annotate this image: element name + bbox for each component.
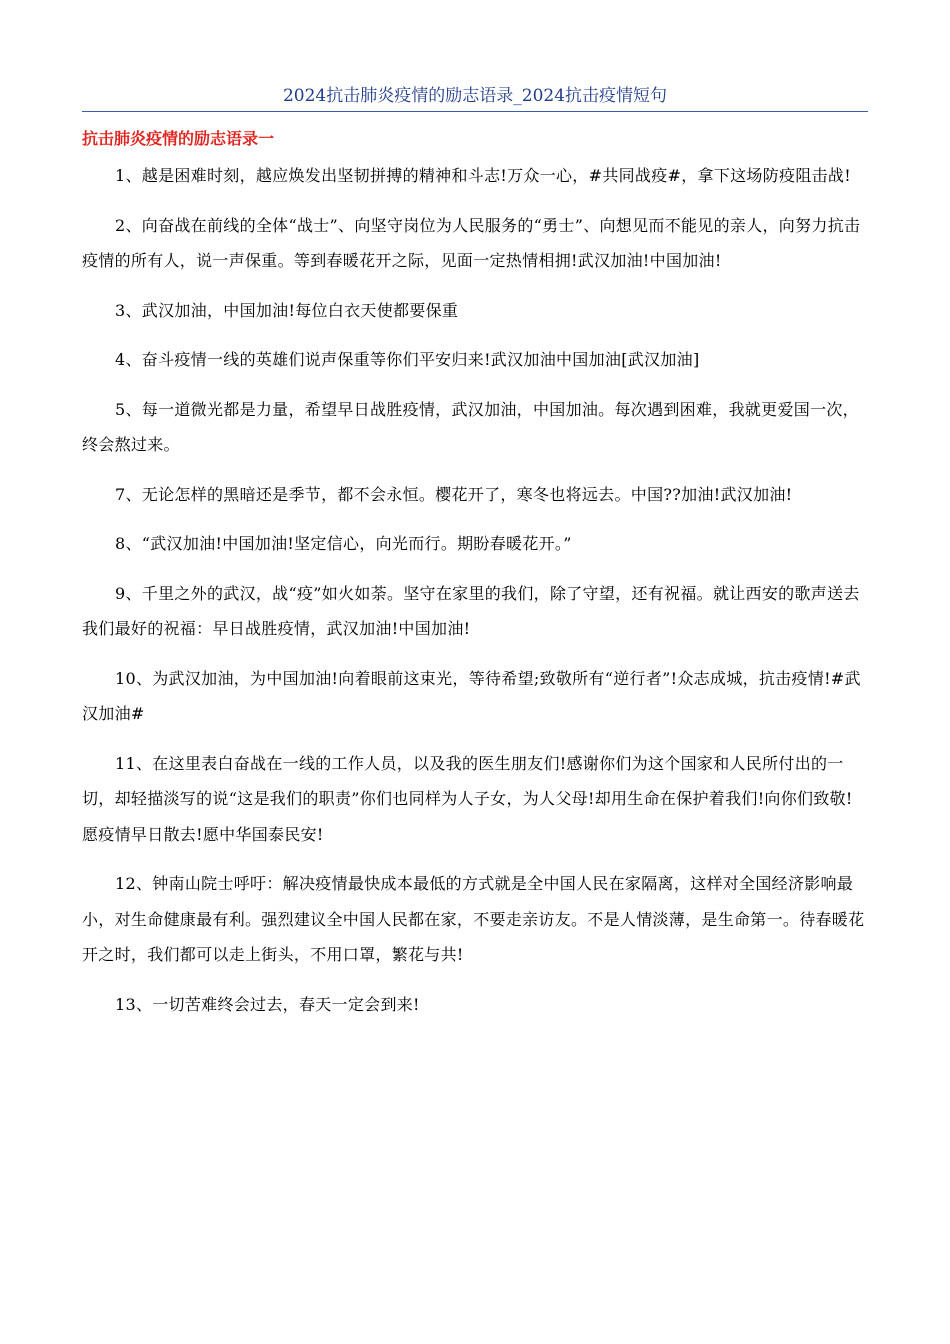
quote-item-12: 12、钟南山院士呼吁：解决疫情最快成本最低的方式就是全中国人民在家隔离，这样对全国经济影响最小，对生命健康最有利。强烈建议全中国人民都在家，不要走亲访友。不是人情淡薄，是生命第一。待春暖花开之时，我们都可以走上街头，不用口罩，繁花与共! <box>82 874 865 964</box>
quote-item-1: 1、越是困难时刻，越应焕发出坚韧拼搏的精神和斗志!万众一心，#共同战疫#，拿下这场防疫阻击战! <box>115 166 851 185</box>
quote-item-2: 2、向奋战在前线的全体“战士”、向坚守岗位为人民服务的“勇士”、向想见而不能见的亲人，向努力抗击疫情的所有人，说一声保重。等到春暖花开之际，见面一定热情相拥!武汉加油!中国加油! <box>82 215 861 270</box>
document-header-title: 2024抗击肺炎疫情的励志语录_2024抗击疫情短句 <box>82 84 868 112</box>
quote-item-13: 13、一切苦难终会过去，春天一定会到来! <box>115 994 420 1014</box>
quote-list <box>82 158 868 1036</box>
quote-item-8: 8、“武汉加油!中国加油!坚定信心，向光而行。期盼春暖花开。” <box>115 534 572 553</box>
quote-item-9: 9、千里之外的武汉，战“疫”如火如荼。坚守在家里的我们，除了守望，还有祝福。就让西安的歌声送去我们最好的祝福：早日战胜疫情，武汉加油!中国加油! <box>82 583 860 638</box>
quote-item-11: 11、在这里表白奋战在一线的工作人员，以及我的医生朋友们!感谢你们为这个国家和人民所付出的一切，却轻描淡写的说“这是我们的职责”你们也同样为人子女，为人父母!却用生命在保护着我们!向你们致敬!愿疫情早日散去!愿中华国泰民安! <box>82 753 853 844</box>
quote-item-5: 5、每一道微光都是力量，希望早日战胜疫情，武汉加油，中国加油。每次遇到困难，我就更爱国一次，终会熬过来。 <box>82 399 859 454</box>
quote-item-4: 4、奋斗疫情一线的英雄们说声保重等你们平安归来!武汉加油中国加油[武汉加油] <box>115 350 700 369</box>
quote-item-10: 10、为武汉加油，为中国加油!向着眼前这束光，等待希望;致敬所有“逆行者”!众志成城，抗击疫情!#武汉加油# <box>82 668 861 723</box>
quote-item-7: 7、无论怎样的黑暗还是季节，都不会永恒。樱花开了，寒冬也将远去。中国??加油!武汉加油! <box>115 484 793 504</box>
quote-item-3: 3、武汉加油，中国加油!每位白衣天使都要保重 <box>115 300 459 320</box>
section-heading: 抗击肺炎疫情的励志语录一 <box>82 129 275 148</box>
